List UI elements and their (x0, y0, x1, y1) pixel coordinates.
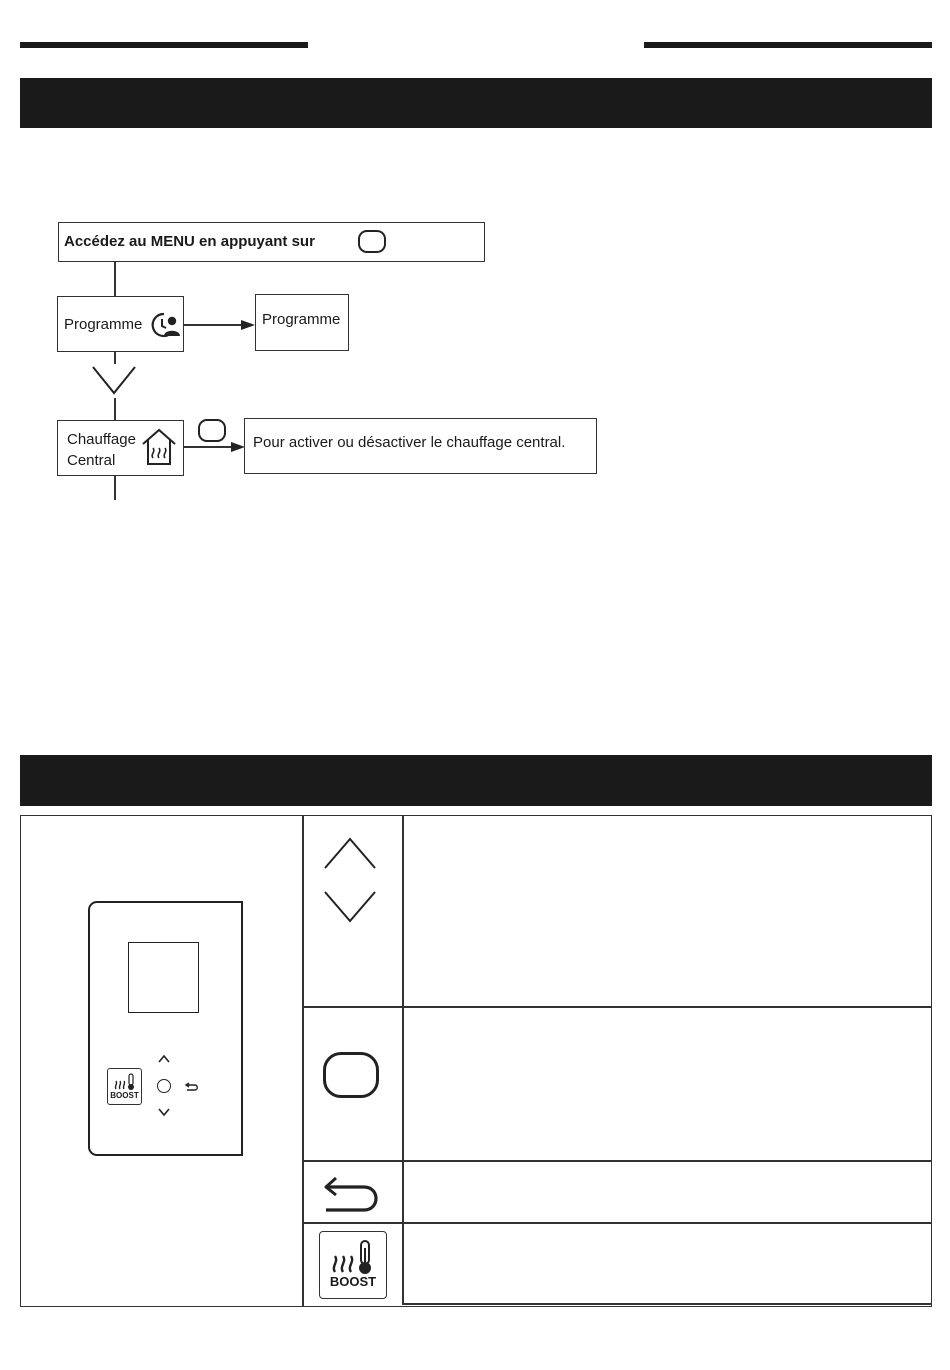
chauffage-label-line1: Chauffage (67, 431, 136, 448)
menu-keyword: MENU (150, 233, 195, 250)
chauffage-description-text: Pour activer ou désactiver le chauffage central. (253, 434, 566, 451)
programme-label: Programme (64, 316, 143, 333)
chauffage-arrow-line (184, 446, 236, 448)
menu-suffix: en appuyant sur (194, 233, 315, 250)
boost-label: BOOST (329, 1274, 377, 1289)
clock-person-icon (150, 310, 182, 340)
chevron-up-icon (323, 836, 377, 870)
device-chevron-down-icon (157, 1107, 171, 1117)
header-rule-right (644, 42, 932, 48)
table-divider (302, 1006, 932, 1008)
ok-round-button-icon (323, 1052, 379, 1098)
boost-button (319, 1231, 387, 1299)
connector-line (114, 398, 116, 420)
table-divider (402, 815, 404, 1305)
table-divider (302, 1222, 932, 1224)
device-ok-button (157, 1079, 171, 1093)
chevron-down-icon (323, 890, 377, 924)
ok-button-icon (198, 419, 226, 442)
table-divider (302, 1160, 932, 1162)
header-rule-left (20, 42, 308, 48)
programme-arrow-line (184, 324, 246, 326)
connector-line (114, 262, 116, 296)
table-divider (402, 1303, 932, 1305)
arrow-head-icon (231, 441, 245, 453)
connector-line (114, 352, 116, 364)
boost-icon (113, 1072, 137, 1091)
device-screen (128, 942, 199, 1013)
programme-result-label: Programme (262, 311, 341, 328)
device-back-arrow-icon (184, 1080, 200, 1092)
menu-prefix: Accédez au (64, 233, 151, 250)
back-arrow-icon (322, 1173, 382, 1215)
device-boost-button (107, 1068, 142, 1105)
ok-button-icon (358, 230, 386, 253)
section-header-bar-2 (20, 755, 932, 806)
house-heating-icon (141, 428, 177, 466)
device-chevron-up-icon (157, 1054, 171, 1064)
chauffage-label-line2: Central (67, 452, 116, 469)
menu-access-text (64, 233, 315, 250)
thermostat-device (88, 901, 243, 1156)
connector-line (114, 476, 116, 500)
arrow-head-icon (241, 319, 255, 331)
table-divider (302, 815, 304, 1307)
chevron-down-icon (91, 364, 137, 396)
device-boost-label: BOOST (110, 1091, 139, 1100)
boost-icon (329, 1238, 377, 1276)
section-header-bar-1 (20, 78, 932, 128)
